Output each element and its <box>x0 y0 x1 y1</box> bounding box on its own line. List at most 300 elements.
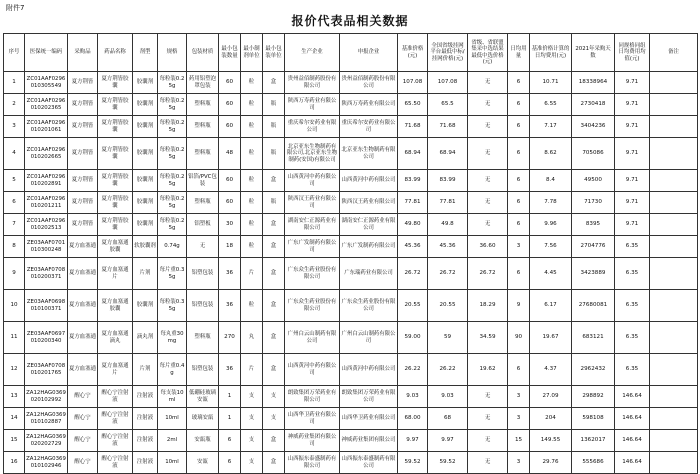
table-cell: 6.35 <box>615 258 650 290</box>
column-header: 规格 <box>158 34 187 72</box>
table-cell: 支 <box>241 408 263 430</box>
table-cell: 山西黄河中药有限公司 <box>285 354 340 386</box>
table-cell: ZC01AAF0296010201211 <box>25 192 68 214</box>
column-header: 生产企业 <box>285 34 340 72</box>
table-cell: 68.00 <box>398 408 428 430</box>
table-cell: 盒 <box>263 452 285 474</box>
table-cell: 盒 <box>263 236 285 258</box>
table-cell <box>650 430 698 452</box>
table-cell: 瓶 <box>263 94 285 116</box>
table-cell <box>650 354 698 386</box>
table-cell: 2730418 <box>572 94 615 116</box>
table-cell: 夏方荆皆胶囊 <box>98 138 133 170</box>
table-header-row <box>4 34 698 72</box>
table-cell: 注射液 <box>133 430 158 452</box>
table-cell: 4 <box>4 138 25 170</box>
table-cell: 夏方荆皆胶囊 <box>98 72 133 94</box>
table-cell: 盒 <box>263 258 285 290</box>
table-cell: 20.55 <box>428 290 468 322</box>
table-cell: 71730 <box>572 192 615 214</box>
table-cell: 11 <box>4 322 25 354</box>
table-cell: 9.71 <box>615 192 650 214</box>
table-cell: 每丸重30mg <box>158 322 187 354</box>
table-cell: 滴丸剂 <box>133 322 158 354</box>
table-cell: 夏方荆皆胶囊 <box>98 94 133 116</box>
table-cell: 贵州益佰制药股份有限公司 <box>340 72 398 94</box>
table-cell: 9.71 <box>615 170 650 192</box>
table-cell: 每粒装0.25g <box>158 170 187 192</box>
table-cell: 7.17 <box>530 116 572 138</box>
table-cell: 60 <box>219 192 241 214</box>
table-row <box>4 72 698 94</box>
table-cell: 6.55 <box>530 94 572 116</box>
table-cell: 4.45 <box>530 258 572 290</box>
table-cell: 醒心宁 <box>68 408 98 430</box>
table-cell: 胶囊剂 <box>133 138 158 170</box>
table-cell <box>650 138 698 170</box>
table-cell: 45.36 <box>398 236 428 258</box>
table-row <box>4 170 698 192</box>
table-cell: 陕西汉王药业有限公司 <box>340 192 398 214</box>
column-header: 剂型 <box>133 34 158 72</box>
table-cell: ZC01AAF0296010202365 <box>25 94 68 116</box>
table-cell: 36 <box>219 258 241 290</box>
table-cell: 59.00 <box>398 322 428 354</box>
table-cell: 107.08 <box>428 72 468 94</box>
table-cell: 60 <box>219 170 241 192</box>
table-cell: 3 <box>4 116 25 138</box>
table-cell: 每片重0.4g <box>158 354 187 386</box>
table-cell: 6 <box>508 192 530 214</box>
column-header: 最小制剂单位 <box>241 34 263 72</box>
table-cell: 16 <box>4 452 25 474</box>
table-cell: 8.4 <box>530 170 572 192</box>
table-cell: 盒 <box>263 322 285 354</box>
table-cell: 醒心宁 <box>68 386 98 408</box>
table-cell: 3404236 <box>572 116 615 138</box>
table-cell: 夏方血塞通 <box>68 354 98 386</box>
column-header: 最小包装数量 <box>219 34 241 72</box>
table-cell: 1362017 <box>572 430 615 452</box>
table-cell: 玻璃安瓿 <box>187 408 219 430</box>
table-cell: 9.97 <box>398 430 428 452</box>
attachment-label: 附件7 <box>6 4 25 12</box>
table-cell: 朗致集团万荣药业有限公司 <box>340 386 398 408</box>
table-cell: 6.35 <box>615 290 650 322</box>
table-cell: 5 <box>4 170 25 192</box>
table-cell <box>650 452 698 474</box>
table-cell: 36 <box>219 354 241 386</box>
table-cell: 18338964 <box>572 72 615 94</box>
table-row <box>4 290 698 322</box>
table-cell: 9.71 <box>615 214 650 236</box>
table-cell: 9.96 <box>530 214 572 236</box>
table-cell: 瓶 <box>263 138 285 170</box>
table-cell: 夏方血塞通 <box>68 322 98 354</box>
table-cell: 塑料瓶 <box>187 322 219 354</box>
table-cell: 6 <box>508 72 530 94</box>
table-cell: 广州白云山制药有限公司 <box>340 322 398 354</box>
table-cell: 铝塑包装 <box>187 258 219 290</box>
table-cell: 粒 <box>241 214 263 236</box>
table-cell: 夏方血塞通滴丸 <box>98 322 133 354</box>
table-cell: 安瓿 <box>187 452 219 474</box>
column-header: 基准价格(元) <box>398 34 428 72</box>
table-cell: 2704776 <box>572 236 615 258</box>
table-cell: 铝塑包装 <box>187 290 219 322</box>
table-cell: 6 <box>508 138 530 170</box>
table-cell: 无 <box>468 138 508 170</box>
table-cell: 83.99 <box>398 170 428 192</box>
table-cell: 丸 <box>241 322 263 354</box>
table-cell: 山西振东泰盛制药有限公司 <box>285 452 340 474</box>
table-cell: 塑料瓶 <box>187 192 219 214</box>
table-cell: 无 <box>468 170 508 192</box>
table-cell: 陕西万寿药业有限公司 <box>340 94 398 116</box>
table-cell: 7 <box>4 214 25 236</box>
table-cell: 瓶 <box>263 192 285 214</box>
table-cell: 神威药业集团有限公司 <box>285 430 340 452</box>
table-cell: 68.94 <box>398 138 428 170</box>
column-header: 省级、省联盟集采中选结果最低中选价格(元) <box>468 34 508 72</box>
table-cell: 广东众生药业股份有限公司 <box>285 258 340 290</box>
table-cell: 瓶 <box>263 116 285 138</box>
table-cell: 8395 <box>572 214 615 236</box>
table-cell: 夏方荆皆胶囊 <box>98 192 133 214</box>
table-cell: ZC01AAF0296010202891 <box>25 170 68 192</box>
table-cell: 每粒装0.25g <box>158 138 187 170</box>
table-cell: 6 <box>508 170 530 192</box>
table-cell: 146.64 <box>615 408 650 430</box>
table-cell: 15 <box>508 430 530 452</box>
table-cell: 9.71 <box>615 116 650 138</box>
table-cell: 无 <box>468 430 508 452</box>
table-cell: 夏方荆皆 <box>68 214 98 236</box>
table-cell: 片剂 <box>133 354 158 386</box>
table-cell: ZE03AAF0708010200371 <box>25 258 68 290</box>
table-cell: 9 <box>4 258 25 290</box>
table-cell: 6.35 <box>615 354 650 386</box>
table-cell: 34.59 <box>468 322 508 354</box>
table-cell: 无 <box>468 72 508 94</box>
table-cell: 10ml <box>158 408 187 430</box>
table-cell: 6 <box>219 452 241 474</box>
table-cell: 注射液 <box>133 386 158 408</box>
table-row <box>4 258 698 290</box>
table-cell: 65.50 <box>398 94 428 116</box>
column-header: 同规格同组日均费用均值(元) <box>615 34 650 72</box>
table-cell: 19.62 <box>468 354 508 386</box>
table-cell: 山西振东泰盛制药有限公司 <box>340 452 398 474</box>
column-header: 全国省级挂网平台最低中标/挂网价格(元) <box>428 34 468 72</box>
table-cell: 重庆希尔安药业有限公司 <box>340 116 398 138</box>
table-cell: 68 <box>428 408 468 430</box>
table-cell: 59 <box>428 322 468 354</box>
table-cell: 软胶囊剂 <box>133 236 158 258</box>
table-cell: 204 <box>530 408 572 430</box>
table-cell: 14 <box>4 408 25 430</box>
table-row <box>4 452 698 474</box>
column-header: 药品名称 <box>98 34 133 72</box>
table-cell: 片剂 <box>133 258 158 290</box>
table-cell: 36.60 <box>468 236 508 258</box>
table-cell: 298892 <box>572 386 615 408</box>
table-cell <box>650 290 698 322</box>
table-cell: 醒心宁 <box>68 452 98 474</box>
table-cell: 夏方血塞通胶囊 <box>98 290 133 322</box>
table-cell: 支 <box>241 452 263 474</box>
table-cell: 3 <box>508 452 530 474</box>
table-cell <box>650 386 698 408</box>
table-cell: 无 <box>468 116 508 138</box>
table-cell: 77.81 <box>428 192 468 214</box>
table-cell: 18 <box>219 236 241 258</box>
table-cell: 45.36 <box>428 236 468 258</box>
table-cell: 山西黄河中药有限公司 <box>340 354 398 386</box>
table-cell: 盒 <box>263 170 285 192</box>
table-cell: 粒 <box>241 138 263 170</box>
table-cell: 支 <box>241 386 263 408</box>
table-cell: 每片重0.35g <box>158 258 187 290</box>
column-header: 最小包装单位 <box>263 34 285 72</box>
table-cell: 夏方血塞通 <box>68 236 98 258</box>
table-cell: 夏方血塞通片 <box>98 258 133 290</box>
table-cell: 湖南安仁正源药业有限公司 <box>340 214 398 236</box>
table-cell: 26.72 <box>428 258 468 290</box>
table-cell: 26.72 <box>468 258 508 290</box>
table-cell: 胶囊剂 <box>133 290 158 322</box>
table-cell: 支 <box>263 408 285 430</box>
table-row <box>4 236 698 258</box>
table-cell: 每粒装0.25g <box>158 192 187 214</box>
table-cell: 6 <box>508 116 530 138</box>
table-cell: 3 <box>508 236 530 258</box>
table-cell: 北京亚东生物制药有限公司,北京亚东生物制药(安国)有限公司 <box>285 138 340 170</box>
table-cell: 每粒装0.25g <box>158 94 187 116</box>
table-cell: 夏方荆皆 <box>68 72 98 94</box>
table-cell: 盒 <box>263 214 285 236</box>
table-cell: 无 <box>468 94 508 116</box>
table-cell: 广东瑞药业有限公司 <box>340 258 398 290</box>
table-cell: 粒 <box>241 116 263 138</box>
table-cell: 醒心宁注射液 <box>98 386 133 408</box>
table-cell: 3 <box>508 408 530 430</box>
table-cell: 49500 <box>572 170 615 192</box>
table-cell: 广州白云山制药有限公司 <box>285 322 340 354</box>
table-row <box>4 138 698 170</box>
column-header: 日均用量 <box>508 34 530 72</box>
table-row <box>4 192 698 214</box>
table-cell <box>650 72 698 94</box>
table-cell: ZC01AAF0296010202665 <box>25 138 68 170</box>
table-cell: 10ml <box>158 452 187 474</box>
table-row <box>4 116 698 138</box>
table-cell: 夏方血塞通胶囊 <box>98 236 133 258</box>
table-cell: 粒 <box>241 94 263 116</box>
table-cell: 夏方荆皆 <box>68 94 98 116</box>
table-cell: 广东众生药业股份有限公司 <box>340 290 398 322</box>
table-cell: 7.78 <box>530 192 572 214</box>
table-cell: 每粒装0.25g <box>158 116 187 138</box>
table-cell: 粒 <box>241 236 263 258</box>
table-cell <box>650 408 698 430</box>
table-cell: 77.81 <box>398 192 428 214</box>
table-cell: 山西黄河中药有限公司 <box>285 170 340 192</box>
table-cell: 59.52 <box>428 452 468 474</box>
table-cell: ZE03AAF0698010100371 <box>25 290 68 322</box>
table-cell: 盒 <box>263 72 285 94</box>
table-cell: 9.71 <box>615 138 650 170</box>
table-cell: 6 <box>4 192 25 214</box>
table-cell: 粒 <box>241 170 263 192</box>
table-cell <box>650 236 698 258</box>
table-row <box>4 430 698 452</box>
table-cell: 683121 <box>572 322 615 354</box>
table-cell: 0.74g <box>158 236 187 258</box>
table-cell: 71.68 <box>428 116 468 138</box>
table-cell: 注射液 <box>133 452 158 474</box>
table-cell: 9.03 <box>428 386 468 408</box>
table-row <box>4 322 698 354</box>
table-cell: 无 <box>468 214 508 236</box>
table-cell: 塑料瓶 <box>187 116 219 138</box>
table-cell: 65.5 <box>428 94 468 116</box>
table-cell: 2ml <box>158 430 187 452</box>
table-cell: ZC01AAF0296010201061 <box>25 116 68 138</box>
table-cell: ZE03AAF0701010300248 <box>25 236 68 258</box>
column-header: 基准价格计算的日均费用(元) <box>530 34 572 72</box>
table-cell: 盒 <box>263 354 285 386</box>
table-cell: 36 <box>219 290 241 322</box>
table-cell: 10.71 <box>530 72 572 94</box>
table-cell: 68.94 <box>428 138 468 170</box>
table-cell: 安瓿瓶 <box>187 430 219 452</box>
table-cell: 2 <box>4 94 25 116</box>
table-cell: 71.68 <box>398 116 428 138</box>
price-table <box>3 33 698 474</box>
table-cell: 3 <box>508 386 530 408</box>
table-cell: 8.62 <box>530 138 572 170</box>
table-cell: 盒 <box>263 290 285 322</box>
table-cell: 29.76 <box>530 452 572 474</box>
table-cell: 59.52 <box>398 452 428 474</box>
table-cell: 粒 <box>241 192 263 214</box>
table-cell <box>650 94 698 116</box>
table-cell: 铝塑包装 <box>187 354 219 386</box>
table-cell: ZC01AAF0296010305549 <box>25 72 68 94</box>
table-cell: 1 <box>219 408 241 430</box>
table-cell: 83.99 <box>428 170 468 192</box>
table-cell: 北京亚东生物制药有限公司 <box>340 138 398 170</box>
table-cell: ZE03AAF0708010201765 <box>25 354 68 386</box>
table-cell: 支 <box>263 386 285 408</box>
table-cell: 9.03 <box>398 386 428 408</box>
table-cell: 20.55 <box>398 290 428 322</box>
page-title: 报价代表品相关数据 <box>291 14 409 28</box>
table-cell: 支 <box>241 430 263 452</box>
table-cell: 胶囊剂 <box>133 214 158 236</box>
table-cell: 粒 <box>241 72 263 94</box>
table-cell: 26.22 <box>398 354 428 386</box>
table-cell: ZA12HAG0369020202729 <box>25 430 68 452</box>
table-cell: 每粒装0.35g <box>158 290 187 322</box>
table-cell: 每支装10ml <box>158 386 187 408</box>
table-cell: 醒心宁注射液 <box>98 408 133 430</box>
table-cell: ZE03AAF0697010200340 <box>25 322 68 354</box>
table-cell: 注射液 <box>133 408 158 430</box>
table-cell: 低硼硅玻璃安瓿 <box>187 386 219 408</box>
table-cell: 27.09 <box>530 386 572 408</box>
table-cell: 149.55 <box>530 430 572 452</box>
table-cell: 片 <box>241 354 263 386</box>
table-cell: 49.80 <box>398 214 428 236</box>
table-cell: 无 <box>468 386 508 408</box>
table-cell: 270 <box>219 322 241 354</box>
table-row <box>4 94 698 116</box>
table-cell: 重庆希尔安药业有限公司 <box>285 116 340 138</box>
table-cell: 广东广发制药有限公司 <box>340 236 398 258</box>
table-cell: 粒 <box>241 290 263 322</box>
table-cell: 90 <box>508 322 530 354</box>
table-cell: 555686 <box>572 452 615 474</box>
table-cell: 夏方荆皆 <box>68 138 98 170</box>
table-cell: 塑料瓶 <box>187 138 219 170</box>
table-cell: 6.35 <box>615 322 650 354</box>
table-cell: 湖南安仁正源药业有限公司 <box>285 214 340 236</box>
column-header: 医保统一编码 <box>25 34 68 72</box>
table-cell: 19.67 <box>530 322 572 354</box>
table-cell: 2962432 <box>572 354 615 386</box>
table-cell: 夏方荆皆胶囊 <box>98 170 133 192</box>
table-cell: 26.72 <box>398 258 428 290</box>
table-cell: 无 <box>187 236 219 258</box>
table-cell: 醒心宁注射液 <box>98 452 133 474</box>
table-cell: 夏方荆皆 <box>68 170 98 192</box>
table-cell: 山西华卫药业有限公司 <box>285 408 340 430</box>
table-cell: 每粒装0.25g <box>158 214 187 236</box>
table-cell: 胶囊剂 <box>133 192 158 214</box>
table-cell: 无 <box>468 408 508 430</box>
table-cell: 药用铝塑泡罩包装 <box>187 72 219 94</box>
table-cell <box>650 258 698 290</box>
table-cell: 26.22 <box>428 354 468 386</box>
table-cell: 胶囊剂 <box>133 116 158 138</box>
table-cell: 夏方荆皆 <box>68 116 98 138</box>
column-header: 序号 <box>4 34 25 72</box>
table-cell: 胶囊剂 <box>133 72 158 94</box>
table-cell: 贵州益佰制药股份有限公司 <box>285 72 340 94</box>
table-cell: ZA12HAG0369010102946 <box>25 452 68 474</box>
table-cell: 6.35 <box>615 236 650 258</box>
table-cell: 7.56 <box>530 236 572 258</box>
column-header: 2021年采购天数 <box>572 34 615 72</box>
table-cell: 49.8 <box>428 214 468 236</box>
table-cell: 10 <box>4 290 25 322</box>
table-cell: 陕西万寿药业有限公司 <box>285 94 340 116</box>
table-cell: 塑料瓶 <box>187 94 219 116</box>
table-cell: 18.29 <box>468 290 508 322</box>
table-cell: 146.64 <box>615 386 650 408</box>
table-cell: 夏方荆皆胶囊 <box>98 214 133 236</box>
table-cell: 夏方血塞通 <box>68 258 98 290</box>
table-row <box>4 214 698 236</box>
table-cell <box>650 322 698 354</box>
table-cell: 146.64 <box>615 452 650 474</box>
table-cell: 广东众生药业股份有限公司 <box>285 290 340 322</box>
table-cell: 片 <box>241 258 263 290</box>
table-cell: 60 <box>219 94 241 116</box>
table-cell: 山西华卫药业有限公司 <box>340 408 398 430</box>
